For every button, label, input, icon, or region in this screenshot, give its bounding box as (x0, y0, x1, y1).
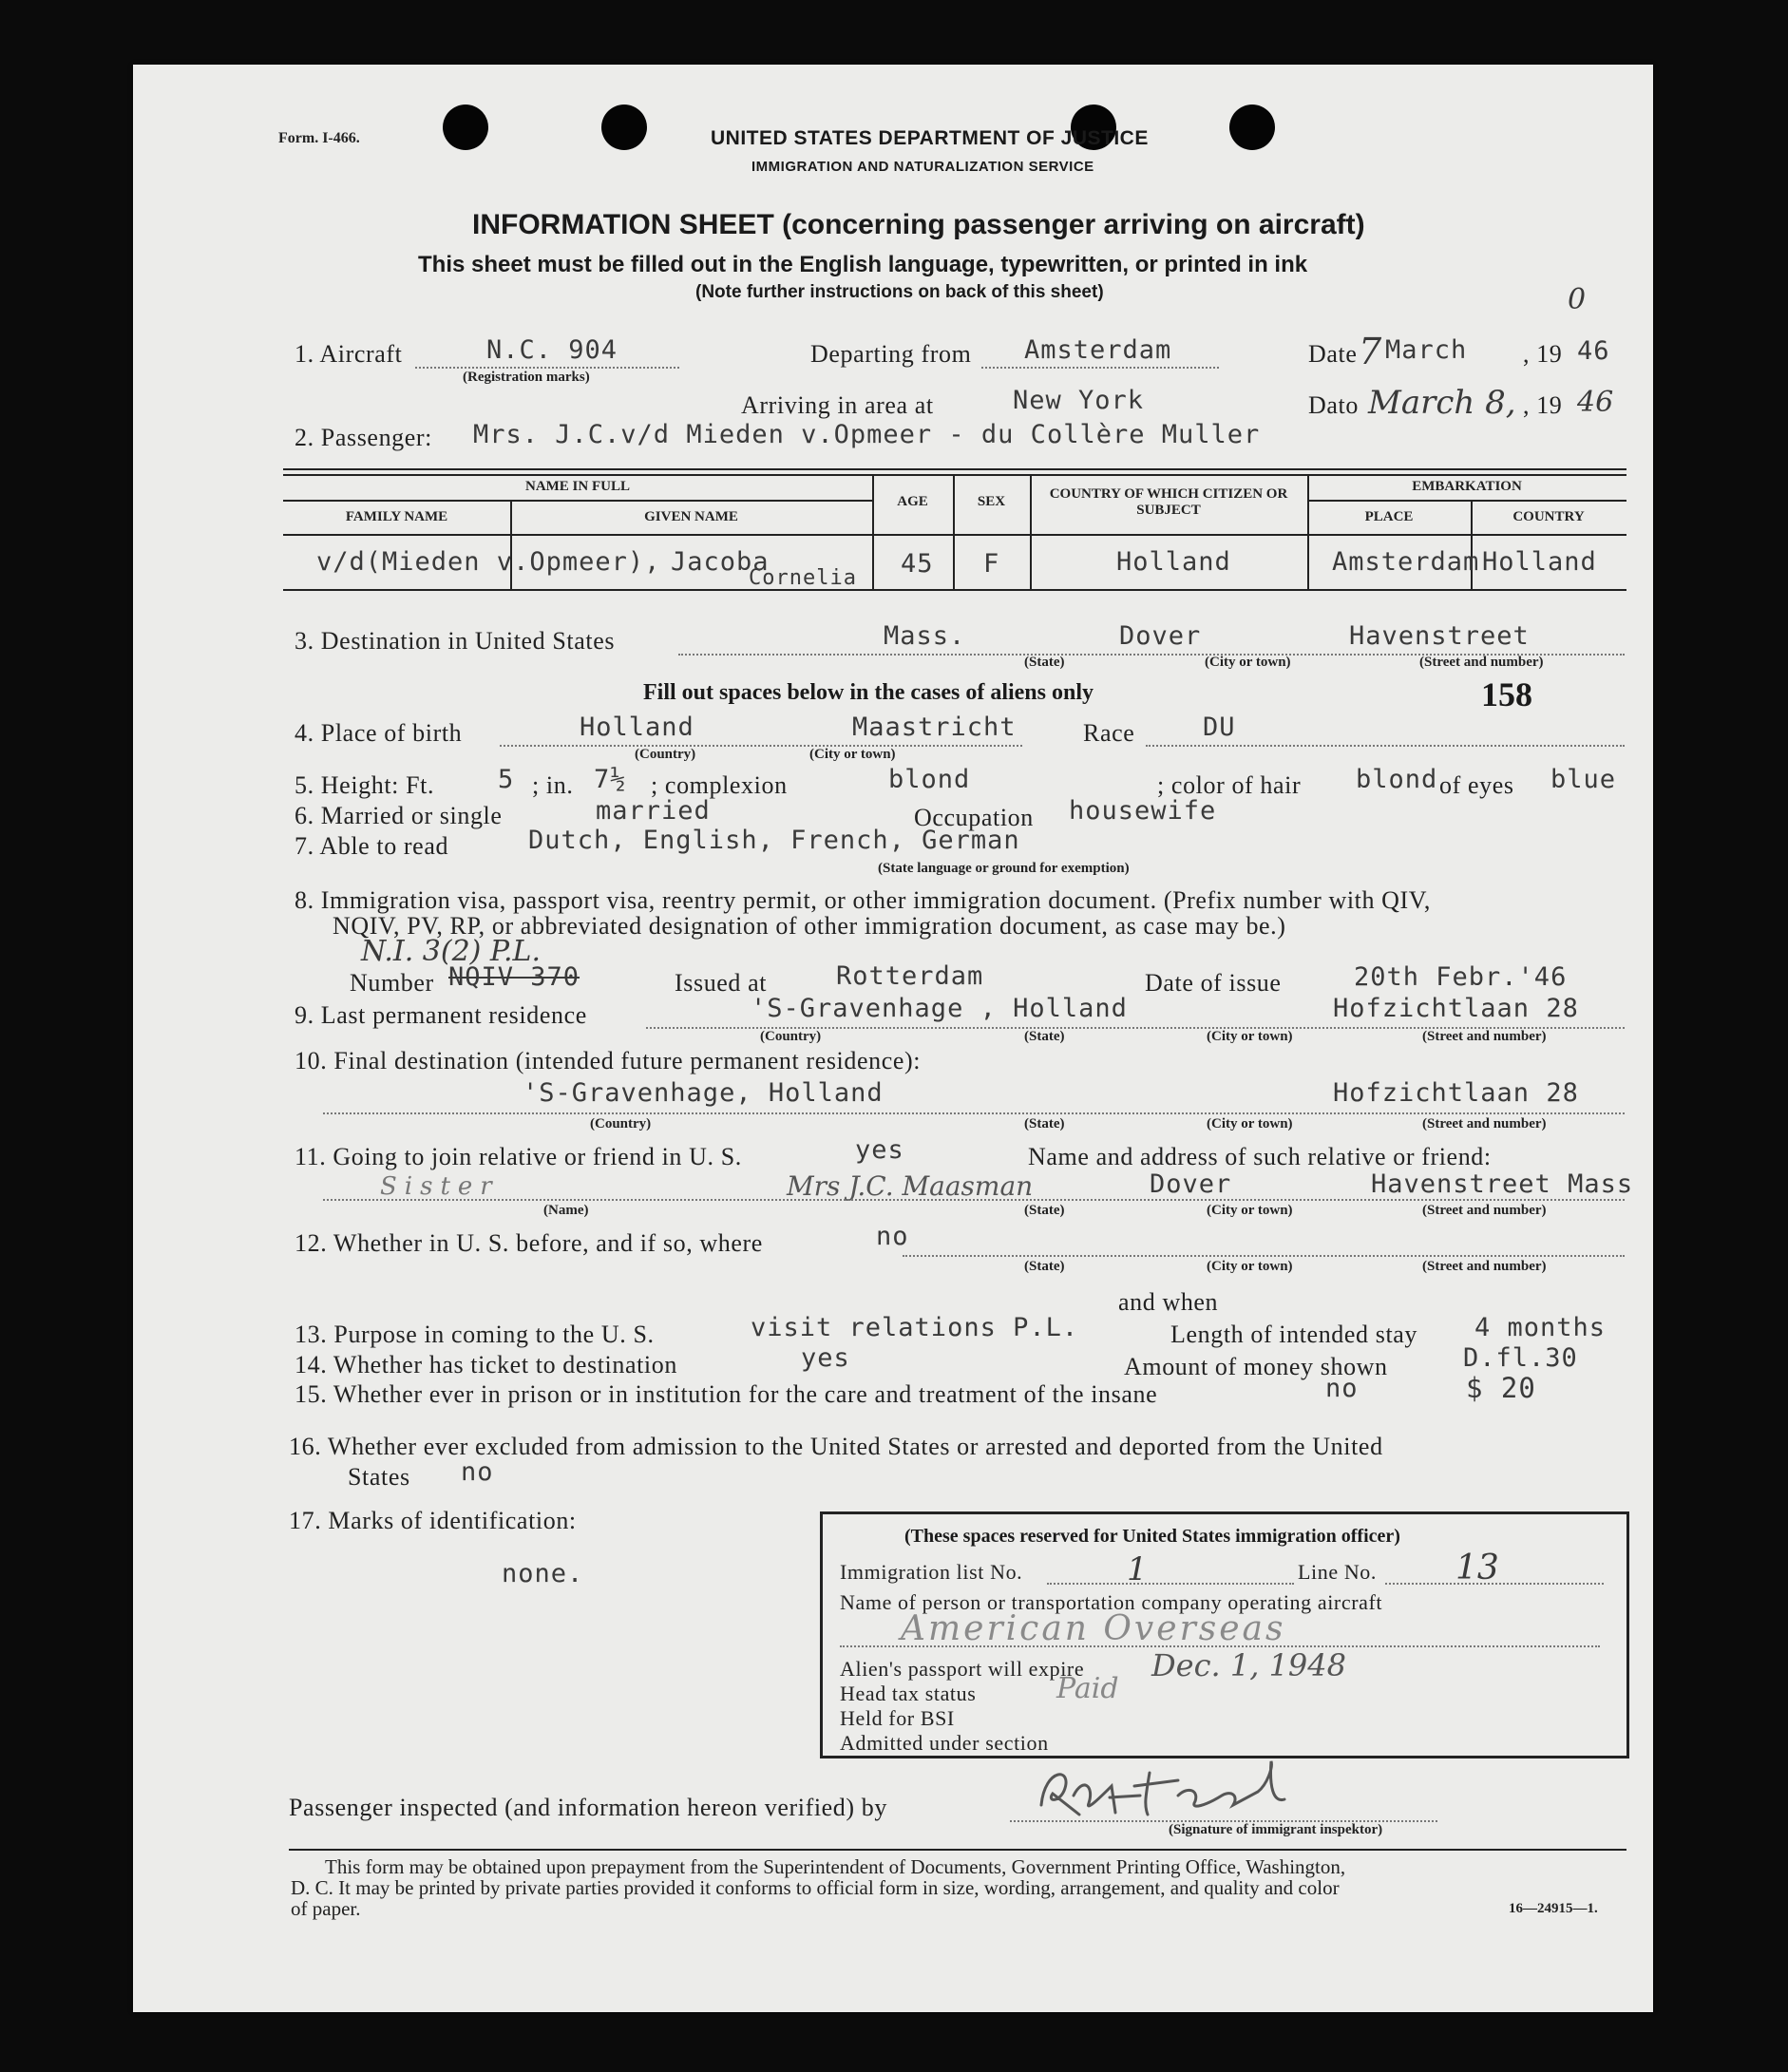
citizenship-header: COUNTRY OF WHICH CITIZEN OR SUBJECT (1049, 486, 1288, 518)
arriving-value: New York (1013, 386, 1145, 415)
head-tax-value: Paid (1056, 1672, 1119, 1705)
join-relative-value: yes (855, 1135, 904, 1165)
race-value: DU (1203, 713, 1236, 742)
identification-label: 17. Marks of identification: (289, 1507, 577, 1534)
excluded-value: no (461, 1457, 494, 1487)
age-header: AGE (897, 494, 928, 509)
final-destination-label: 10. Final destination (intended future permanent residence): (295, 1047, 922, 1074)
list-value: 1 (1127, 1550, 1148, 1588)
signature-caption: (Signature of immigrant inspektor) (1169, 1822, 1383, 1837)
state-caption: (State) (1024, 1116, 1065, 1131)
name-group-header: NAME IN FULL (524, 479, 630, 494)
state-caption: (State) (1024, 1259, 1065, 1274)
footer-line-3: of paper. (291, 1897, 361, 1920)
arrival-year-suffix: 46 (1577, 386, 1614, 419)
line-label: Line No. (1298, 1560, 1378, 1584)
issued-at-label: Issued at (675, 969, 768, 997)
relative-name-label: Name and address of such relative or friend: (1028, 1143, 1492, 1170)
passenger-value: Mrs. J.C.v/d Mieden v.Opmeer - du Collère Muller (473, 420, 1261, 449)
visa-text-2: NQIV, PV, RP, or abbreviated designation of other immigration document, as case may be.) (333, 912, 1286, 940)
admitted-label: Admitted under section (840, 1731, 1049, 1755)
excluded-label-1: 16. Whether ever excluded from admission to the United States or arrested and deported from the United (289, 1433, 1383, 1460)
officer-box (820, 1511, 1629, 1758)
ticket-value: yes (801, 1343, 850, 1373)
instruction-text: This sheet must be filled out in the English language, typewritten, or printed in ink (418, 252, 1308, 277)
operator-label: Name of person or transportation company operating aircraft (840, 1590, 1383, 1614)
punch-hole (1229, 105, 1275, 150)
date-label: Date (1308, 340, 1358, 368)
aircraft-label: 1. Aircraft (295, 340, 403, 368)
height-in-label: ; in. (532, 771, 574, 799)
departing-label: Departing from (810, 340, 972, 368)
footer-line-2: D. C. It may be printed by private parties provided it conforms to official form in size, wording, arrangement, and quality and color (291, 1876, 1340, 1899)
inspected-label: Passenger inspected (and information hereon verified) by (289, 1794, 887, 1821)
name-caption: (Name) (543, 1203, 589, 1218)
us-before-label: 12. Whether in U. S. before, and if so, where (295, 1229, 763, 1257)
eyes-value: blue (1550, 765, 1617, 794)
line-value: 13 (1455, 1549, 1499, 1587)
country-header: COUNTRY (1512, 509, 1585, 524)
corner-mark: 0 (1568, 283, 1587, 316)
prison-value: no (1325, 1374, 1359, 1403)
given-name-cell: Jacoba (671, 547, 770, 577)
city-caption: (City or town) (1207, 1116, 1293, 1131)
last-residence-country: 'S-Gravenhage , Holland (751, 994, 1128, 1023)
street-number: 158 (1481, 675, 1532, 713)
state-caption: (State) (1024, 655, 1065, 670)
marital-value: married (596, 796, 711, 826)
service-name: IMMIGRATION AND NATURALIZATION SERVICE (751, 159, 1094, 175)
officer-heading: (These spaces reserved for United States immigration officer) (904, 1526, 1400, 1547)
ticket-label: 14. Whether has ticket to destination (295, 1351, 677, 1378)
date-value: March (1385, 335, 1468, 365)
street-caption: (Street and number) (1419, 655, 1544, 670)
prison-label: 15. Whether ever in prison or in institution for the care and treatment of the insane (295, 1380, 1158, 1408)
relative-name: Mrs J.C. Maasman (787, 1170, 1034, 1202)
aircraft-value: N.C. 904 (486, 335, 618, 365)
issue-date-value: 20th Febr.'46 (1354, 962, 1568, 992)
passport-expire-value: Dec. 1, 1948 (1151, 1647, 1346, 1683)
sex-cell: F (983, 549, 1000, 579)
issued-at-value: Rotterdam (836, 961, 984, 991)
money-label: Amount of money shown (1124, 1353, 1388, 1380)
place-header: PLACE (1364, 509, 1414, 524)
arrival-date-value: March 8, (1368, 384, 1516, 422)
complexion-label: ; complexion (651, 771, 788, 799)
operator-value: American Overseas (901, 1609, 1286, 1648)
page-title: INFORMATION SHEET (concerning passenger arriving on aircraft) (472, 209, 1365, 240)
age-cell: 45 (901, 549, 934, 579)
arriving-label: Arriving in area at (741, 391, 934, 419)
final-destination-street: Hofzichtlaan 28 (1333, 1078, 1579, 1108)
city-caption: (City or town) (1205, 655, 1291, 670)
arrival-year-prefix: , 19 (1523, 391, 1563, 419)
purpose-value: visit relations P.L. (751, 1313, 1079, 1342)
and-when-label: and when (1118, 1288, 1219, 1316)
department-name: UNITED STATES DEPARTMENT OF JUSTICE (711, 127, 1149, 149)
occupation-label: Occupation (914, 804, 1034, 831)
street-caption: (Street and number) (1422, 1259, 1547, 1274)
relative-city: Dover (1150, 1169, 1232, 1199)
height-ft: 5 (498, 765, 515, 794)
country-caption: (Country) (760, 1029, 822, 1044)
punch-hole (443, 105, 488, 150)
city-caption: (City or town) (1207, 1203, 1293, 1218)
street-caption: (Street and number) (1422, 1029, 1547, 1044)
given-name-cell-2: Cornelia (749, 566, 857, 590)
visa-hand-note: N.I. 3(2) P.L. (361, 935, 542, 968)
read-label: 7. Able to read (295, 832, 449, 860)
head-tax-label: Head tax status (840, 1682, 977, 1705)
marital-label: 6. Married or single (295, 802, 503, 829)
visa-text-1: 8. Immigration visa, passport visa, reentry permit, or other immigration document. (Prefix number with QIV, (295, 886, 1431, 914)
height-label: 5. Height: Ft. (295, 771, 435, 799)
form-number: Form. I-466. (278, 130, 360, 146)
city-caption: (City or town) (809, 747, 896, 762)
birth-country: Holland (580, 713, 694, 742)
footer-code: 16—24915—1. (1509, 1901, 1598, 1916)
relative-relation: Sister (380, 1172, 500, 1201)
birth-city: Maastricht (852, 713, 1017, 742)
inspector-signature (1036, 1758, 1321, 1824)
given-name-header: GIVEN NAME (644, 509, 738, 524)
money-value-2: $ 20 (1466, 1372, 1536, 1404)
city-caption: (City or town) (1207, 1029, 1293, 1044)
hair-value: blond (1356, 765, 1438, 794)
city-caption: (City or town) (1207, 1259, 1293, 1274)
height-in: 7½ (594, 765, 627, 794)
read-value: Dutch, English, French, German (528, 826, 1020, 855)
instruction-note: (Note further instructions on back of this sheet) (695, 282, 1104, 302)
complexion-value: blond (888, 765, 971, 794)
family-name-cell: v/d(Mieden v.Opmeer), (316, 547, 661, 577)
departing-value: Amsterdam (1024, 335, 1172, 365)
state-caption: (State) (1024, 1029, 1065, 1044)
last-residence-street: Hofzichtlaan 28 (1333, 994, 1579, 1023)
occupation-value: housewife (1069, 796, 1217, 826)
embark-country-cell: Holland (1482, 547, 1597, 577)
identification-value: none. (502, 1559, 584, 1588)
sex-header: SEX (977, 494, 1006, 509)
punch-hole (601, 105, 647, 150)
race-label: Race (1083, 719, 1135, 747)
arrival-date-label: Dato (1308, 391, 1359, 419)
year-prefix: , 19 (1523, 340, 1563, 368)
date-day-hand: 7 (1359, 331, 1382, 372)
us-before-value: no (876, 1222, 909, 1251)
aliens-heading: Fill out spaces below in the cases of aliens only (643, 680, 1094, 705)
state-caption: (State) (1024, 1203, 1065, 1218)
last-residence-label: 9. Last permanent residence (295, 1001, 587, 1029)
passenger-label: 2. Passenger: (295, 424, 432, 451)
purpose-label: 13. Purpose in coming to the U. S. (295, 1321, 655, 1348)
stay-label: Length of intended stay (1170, 1321, 1418, 1348)
money-value: D.fl.30 (1463, 1343, 1578, 1373)
destination-state: Mass. (884, 621, 966, 651)
family-name-header: FAMILY NAME (345, 509, 448, 524)
country-caption: (Country) (590, 1116, 652, 1131)
final-destination-country: 'S-Gravenhage, Holland (523, 1078, 884, 1108)
form-sheet (133, 65, 1653, 2012)
relative-street: Havenstreet Mass (1371, 1169, 1634, 1199)
destination-label: 3. Destination in United States (295, 627, 616, 655)
list-label: Immigration list No. (840, 1560, 1023, 1584)
embark-place-cell: Amsterdam (1332, 547, 1480, 577)
footer-line-1: This form may be obtained upon prepayment from the Superintendent of Documents, Government Printing Office, Washington, (325, 1855, 1346, 1878)
birthplace-label: 4. Place of birth (295, 719, 463, 747)
stay-value: 4 months (1474, 1313, 1607, 1342)
visa-number-value: NQIV 370 (448, 962, 580, 992)
hair-label: ; color of hair (1157, 771, 1302, 799)
issue-date-label: Date of issue (1145, 969, 1282, 997)
passport-expire-label: Alien's passport will expire (840, 1657, 1085, 1681)
country-caption: (Country) (635, 747, 696, 762)
street-caption: (Street and number) (1422, 1203, 1547, 1218)
embarkation-group-header: EMBARKATION (1412, 479, 1522, 494)
bsi-label: Held for BSI (840, 1706, 955, 1730)
citizen-cell: Holland (1116, 547, 1231, 577)
excluded-label-2: States (348, 1463, 410, 1491)
eyes-label: of eyes (1439, 771, 1514, 799)
visa-number-label: Number (350, 969, 434, 997)
join-relative-label: 11. Going to join relative or friend in U. S. (295, 1143, 742, 1170)
read-caption: (State language or ground for exemption) (878, 861, 1130, 876)
destination-city: Dover (1119, 621, 1202, 651)
year-suffix: 46 (1577, 336, 1610, 366)
destination-street: Havenstreet (1349, 621, 1530, 651)
registration-caption: (Registration marks) (463, 370, 590, 385)
street-caption: (Street and number) (1422, 1116, 1547, 1131)
